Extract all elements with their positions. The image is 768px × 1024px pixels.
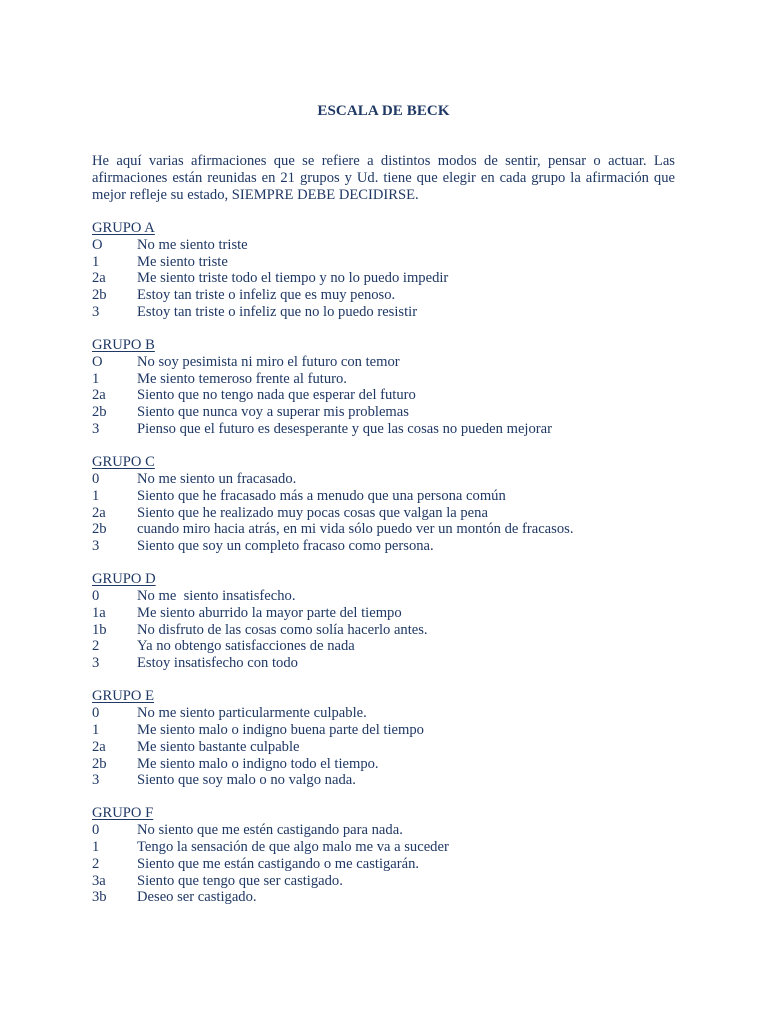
item-code: 2b <box>92 287 107 304</box>
group-heading: GRUPO D <box>92 571 156 588</box>
item-code: 2 <box>92 638 100 655</box>
item-text: Siento que nunca voy a superar mis problemas <box>137 404 409 421</box>
item-code: 1 <box>92 253 100 270</box>
item-text: Deseo ser castigado. <box>137 889 257 906</box>
list-item <box>92 722 675 739</box>
list-item <box>92 270 675 287</box>
item-text: No soy pesimista ni miro el futuro con temor <box>137 353 400 370</box>
group-heading: GRUPO E <box>92 688 155 705</box>
item-text: Ya no obtengo satisfacciones de nada <box>137 638 355 655</box>
list-item <box>92 304 675 321</box>
item-code: 2a <box>92 387 106 404</box>
group-heading: GRUPO A <box>92 220 155 236</box>
list-item <box>92 404 675 421</box>
item-code: 2b <box>92 404 107 421</box>
item-text: Me siento bastante culpable <box>137 738 300 755</box>
list-item <box>92 756 675 773</box>
item-text: Pienso que el futuro es desesperante y que las cosas no pueden mejorar <box>137 421 552 438</box>
list-item <box>92 237 675 254</box>
item-code: O <box>92 236 103 253</box>
item-text: Siento que soy malo o no valgo nada. <box>137 772 356 789</box>
item-code: 2a <box>92 504 106 521</box>
item-code: 2 <box>92 855 100 872</box>
item-text: Siento que he fracasado más a menudo que una persona común <box>137 487 506 504</box>
list-item <box>92 889 675 906</box>
group-b <box>92 337 675 438</box>
list-item <box>92 471 675 488</box>
item-code: 1 <box>92 370 100 387</box>
item-text: Me siento triste <box>137 253 228 270</box>
list-item <box>92 488 675 505</box>
item-code: 3 <box>92 655 100 672</box>
item-code: 0 <box>92 822 100 839</box>
list-item <box>92 371 675 388</box>
item-text: Estoy insatisfecho con todo <box>137 655 298 672</box>
item-text: Siento que me están castigando o me castigarán. <box>137 855 420 872</box>
item-code: 2b <box>92 521 107 538</box>
list-item <box>92 505 675 522</box>
list-item <box>92 772 675 789</box>
list-item <box>92 638 675 655</box>
item-text: No me siento un fracasado. <box>137 470 297 487</box>
item-text: No me siento triste <box>137 236 248 253</box>
list-item <box>92 538 675 555</box>
item-code: 3 <box>92 538 100 555</box>
list-item <box>92 856 675 873</box>
item-code: 3 <box>92 421 100 438</box>
list-item <box>92 354 675 371</box>
list-item <box>92 588 675 605</box>
group-heading: GRUPO F <box>92 805 154 822</box>
intro-paragraph: He aquí varias afirmaciones que se refiere a distintos modos de sentir, pensar o actuar. Las afirmaciones están reunidas en 21 grupos y Ud. tiene que elegir en cada grupo la afirmación que mejor refleje su estado, SIEMPRE DEBE DECIDIRSE. <box>92 153 675 203</box>
group-a <box>92 220 675 321</box>
item-text: Me siento malo o indigno todo el tiempo. <box>137 755 379 772</box>
item-code: 3a <box>92 872 106 889</box>
item-code: 0 <box>92 705 100 722</box>
item-code: 2b <box>92 755 107 772</box>
item-code: 3 <box>92 303 100 320</box>
page-title: ESCALA DE BECK <box>317 103 450 119</box>
item-text: No me siento insatisfecho. <box>137 588 296 605</box>
item-code: 3 <box>92 772 100 789</box>
group-c <box>92 454 675 555</box>
item-text: Siento que soy un completo fracaso como persona. <box>137 538 434 555</box>
item-text: Me siento aburrido la mayor parte del tiempo <box>137 604 402 621</box>
list-item <box>92 287 675 304</box>
question-groups <box>92 220 675 922</box>
item-code: 0 <box>92 470 100 487</box>
item-text: No disfruto de las cosas como solía hacerlo antes. <box>137 621 428 638</box>
list-item <box>92 521 675 538</box>
item-code: O <box>92 353 103 370</box>
item-code: 1b <box>92 621 107 638</box>
item-text: No me siento particularmente culpable. <box>137 705 367 722</box>
item-code: 1a <box>92 604 106 621</box>
item-text: Me siento temeroso frente al futuro. <box>137 370 347 387</box>
item-code: 1 <box>92 838 100 855</box>
item-code: 1 <box>92 721 100 738</box>
item-text: Siento que he realizado muy pocas cosas que valgan la pena <box>137 504 488 521</box>
list-item <box>92 622 675 639</box>
item-text: cuando miro hacia atrás, en mi vida sólo puedo ver un montón de fracasos. <box>137 521 574 538</box>
group-e <box>92 688 675 789</box>
group-d <box>92 571 675 672</box>
list-item <box>92 873 675 890</box>
list-item <box>92 387 675 404</box>
item-code: 2a <box>92 270 106 287</box>
group-heading: GRUPO B <box>92 337 155 354</box>
item-text: Siento que tengo que ser castigado. <box>137 872 343 889</box>
list-item <box>92 839 675 856</box>
list-item <box>92 739 675 756</box>
list-item <box>92 655 675 672</box>
item-text: Me siento triste todo el tiempo y no lo puedo impedir <box>137 270 449 287</box>
list-item <box>92 822 675 839</box>
item-code: 1 <box>92 487 100 504</box>
item-text: Tengo la sensación de que algo malo me va a suceder <box>137 838 449 855</box>
item-text: Siento que no tengo nada que esperar del futuro <box>137 387 416 404</box>
item-text: Estoy tan triste o infeliz que es muy penoso. <box>137 287 396 304</box>
list-item <box>92 705 675 722</box>
item-code: 3b <box>92 889 107 906</box>
item-text: Estoy tan triste o infeliz que no lo puedo resistir <box>137 303 418 320</box>
item-code: 0 <box>92 588 100 605</box>
group-f <box>92 805 675 906</box>
list-item <box>92 605 675 622</box>
list-item <box>92 421 675 438</box>
group-heading: GRUPO C <box>92 454 155 471</box>
item-code: 2a <box>92 738 106 755</box>
item-text: Me siento malo o indigno buena parte del tiempo <box>137 721 424 738</box>
item-text: No siento que me estén castigando para nada. <box>137 822 403 839</box>
list-item <box>92 254 675 271</box>
